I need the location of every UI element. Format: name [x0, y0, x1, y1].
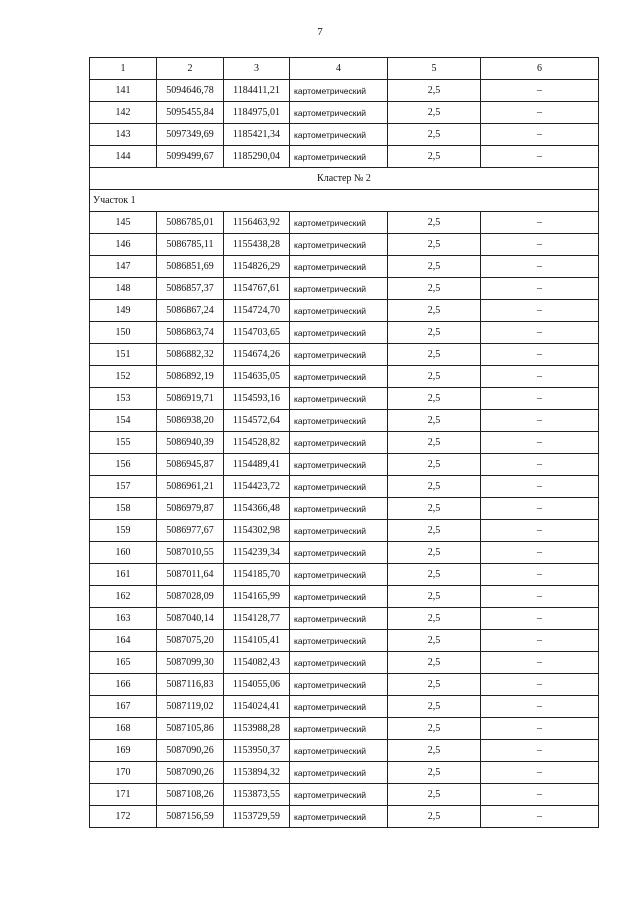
point-number-cell: 162	[90, 586, 157, 608]
table-row	[90, 652, 599, 674]
table-row	[90, 542, 599, 564]
point-number-cell: 169	[90, 740, 157, 762]
method-cell: картометрический	[290, 212, 388, 234]
method-cell: картометрический	[290, 652, 388, 674]
point-number-cell: 157	[90, 476, 157, 498]
description-cell: –	[481, 410, 599, 432]
method-cell: картометрический	[290, 476, 388, 498]
accuracy-cell: 2,5	[388, 762, 481, 784]
accuracy-cell: 2,5	[388, 278, 481, 300]
y-coordinate-cell: 1154024,41	[224, 696, 290, 718]
accuracy-cell: 2,5	[388, 146, 481, 168]
x-coordinate-cell: 5086919,71	[157, 388, 224, 410]
y-coordinate-cell: 1154674,26	[224, 344, 290, 366]
description-cell: –	[481, 300, 599, 322]
point-number-cell: 154	[90, 410, 157, 432]
accuracy-cell: 2,5	[388, 740, 481, 762]
description-cell: –	[481, 608, 599, 630]
description-cell: –	[481, 498, 599, 520]
x-coordinate-cell: 5087090,26	[157, 740, 224, 762]
point-number-cell: 159	[90, 520, 157, 542]
point-number-cell: 160	[90, 542, 157, 564]
method-cell: картометрический	[290, 344, 388, 366]
cluster-heading: Кластер № 2	[90, 168, 599, 190]
method-cell: картометрический	[290, 432, 388, 454]
table-row	[90, 762, 599, 784]
y-coordinate-cell: 1154635,05	[224, 366, 290, 388]
point-number-cell: 167	[90, 696, 157, 718]
description-cell: –	[481, 80, 599, 102]
table-row	[90, 234, 599, 256]
point-number-cell: 143	[90, 124, 157, 146]
table-row	[90, 476, 599, 498]
y-coordinate-cell: 1184411,21	[224, 80, 290, 102]
description-cell: –	[481, 322, 599, 344]
method-cell: картометрический	[290, 146, 388, 168]
x-coordinate-cell: 5086945,87	[157, 454, 224, 476]
accuracy-cell: 2,5	[388, 608, 481, 630]
y-coordinate-cell: 1185421,34	[224, 124, 290, 146]
x-coordinate-cell: 5097349,69	[157, 124, 224, 146]
description-cell: –	[481, 432, 599, 454]
description-cell: –	[481, 212, 599, 234]
x-coordinate-cell: 5086938,20	[157, 410, 224, 432]
method-cell: картометрический	[290, 322, 388, 344]
point-number-cell: 168	[90, 718, 157, 740]
description-cell: –	[481, 718, 599, 740]
method-cell: картометрический	[290, 696, 388, 718]
y-coordinate-cell: 1154239,34	[224, 542, 290, 564]
point-number-cell: 150	[90, 322, 157, 344]
header-cell-method: 4	[290, 58, 388, 80]
accuracy-cell: 2,5	[388, 696, 481, 718]
point-number-cell: 142	[90, 102, 157, 124]
x-coordinate-cell: 5087156,59	[157, 806, 224, 828]
y-coordinate-cell: 1184975,01	[224, 102, 290, 124]
accuracy-cell: 2,5	[388, 432, 481, 454]
accuracy-cell: 2,5	[388, 102, 481, 124]
point-number-cell: 155	[90, 432, 157, 454]
x-coordinate-cell: 5086882,32	[157, 344, 224, 366]
x-coordinate-cell: 5087116,83	[157, 674, 224, 696]
description-cell: –	[481, 806, 599, 828]
table-row	[90, 80, 599, 102]
table-row	[90, 322, 599, 344]
method-cell: картометрический	[290, 608, 388, 630]
point-number-cell: 151	[90, 344, 157, 366]
method-cell: картометрический	[290, 410, 388, 432]
method-cell: картометрический	[290, 564, 388, 586]
accuracy-cell: 2,5	[388, 410, 481, 432]
y-coordinate-cell: 1154105,41	[224, 630, 290, 652]
accuracy-cell: 2,5	[388, 586, 481, 608]
description-cell: –	[481, 740, 599, 762]
table-row	[90, 630, 599, 652]
x-coordinate-cell: 5087090,26	[157, 762, 224, 784]
description-cell: –	[481, 674, 599, 696]
point-number-cell: 161	[90, 564, 157, 586]
point-number-cell: 164	[90, 630, 157, 652]
y-coordinate-cell: 1154767,61	[224, 278, 290, 300]
y-coordinate-cell: 1185290,04	[224, 146, 290, 168]
x-coordinate-cell: 5086851,69	[157, 256, 224, 278]
method-cell: картометрический	[290, 674, 388, 696]
table-row	[90, 674, 599, 696]
header-cell-point-number: 1	[90, 58, 157, 80]
description-cell: –	[481, 234, 599, 256]
point-number-cell: 141	[90, 80, 157, 102]
description-cell: –	[481, 542, 599, 564]
y-coordinate-cell: 1154165,99	[224, 586, 290, 608]
header-cell-accuracy: 5	[388, 58, 481, 80]
method-cell: картометрический	[290, 388, 388, 410]
y-coordinate-cell: 1154366,48	[224, 498, 290, 520]
table-row	[90, 740, 599, 762]
table-row	[90, 410, 599, 432]
table-header-row	[90, 58, 599, 80]
table-row	[90, 432, 599, 454]
description-cell: –	[481, 366, 599, 388]
table-row	[90, 564, 599, 586]
method-cell: картометрический	[290, 80, 388, 102]
y-coordinate-cell: 1153873,55	[224, 784, 290, 806]
method-cell: картометрический	[290, 520, 388, 542]
header-cell-description: 6	[481, 58, 599, 80]
method-cell: картометрический	[290, 366, 388, 388]
accuracy-cell: 2,5	[388, 388, 481, 410]
accuracy-cell: 2,5	[388, 212, 481, 234]
x-coordinate-cell: 5087119,02	[157, 696, 224, 718]
accuracy-cell: 2,5	[388, 476, 481, 498]
method-cell: картометрический	[290, 542, 388, 564]
y-coordinate-cell: 1153950,37	[224, 740, 290, 762]
x-coordinate-cell: 5087105,86	[157, 718, 224, 740]
table-row	[90, 784, 599, 806]
x-coordinate-cell: 5095455,84	[157, 102, 224, 124]
point-number-cell: 170	[90, 762, 157, 784]
accuracy-cell: 2,5	[388, 344, 481, 366]
x-coordinate-cell: 5087108,26	[157, 784, 224, 806]
description-cell: –	[481, 630, 599, 652]
method-cell: картометрический	[290, 102, 388, 124]
accuracy-cell: 2,5	[388, 674, 481, 696]
x-coordinate-cell: 5087028,09	[157, 586, 224, 608]
method-cell: картометрический	[290, 300, 388, 322]
method-cell: картометрический	[290, 278, 388, 300]
x-coordinate-cell: 5087099,30	[157, 652, 224, 674]
accuracy-cell: 2,5	[388, 564, 481, 586]
table-row	[90, 498, 599, 520]
point-number-cell: 148	[90, 278, 157, 300]
table-row	[90, 256, 599, 278]
x-coordinate-cell: 5087040,14	[157, 608, 224, 630]
page-number: 7	[317, 26, 323, 38]
y-coordinate-cell: 1154826,29	[224, 256, 290, 278]
description-cell: –	[481, 102, 599, 124]
accuracy-cell: 2,5	[388, 520, 481, 542]
x-coordinate-cell: 5086977,67	[157, 520, 224, 542]
accuracy-cell: 2,5	[388, 498, 481, 520]
x-coordinate-cell: 5087010,55	[157, 542, 224, 564]
method-cell: картометрический	[290, 454, 388, 476]
point-number-cell: 147	[90, 256, 157, 278]
accuracy-cell: 2,5	[388, 300, 481, 322]
accuracy-cell: 2,5	[388, 80, 481, 102]
accuracy-cell: 2,5	[388, 454, 481, 476]
table-row	[90, 520, 599, 542]
method-cell: картометрический	[290, 586, 388, 608]
y-coordinate-cell: 1154703,65	[224, 322, 290, 344]
table-row	[90, 608, 599, 630]
x-coordinate-cell: 5087075,20	[157, 630, 224, 652]
y-coordinate-cell: 1155438,28	[224, 234, 290, 256]
method-cell: картометрический	[290, 784, 388, 806]
x-coordinate-cell: 5099499,67	[157, 146, 224, 168]
accuracy-cell: 2,5	[388, 542, 481, 564]
x-coordinate-cell: 5086979,87	[157, 498, 224, 520]
point-number-cell: 152	[90, 366, 157, 388]
y-coordinate-cell: 1154528,82	[224, 432, 290, 454]
coordinates-table	[89, 57, 599, 828]
description-cell: –	[481, 762, 599, 784]
accuracy-cell: 2,5	[388, 630, 481, 652]
accuracy-cell: 2,5	[388, 718, 481, 740]
table-row	[90, 102, 599, 124]
y-coordinate-cell: 1154055,06	[224, 674, 290, 696]
table-row	[90, 344, 599, 366]
point-number-cell: 166	[90, 674, 157, 696]
point-number-cell: 165	[90, 652, 157, 674]
table-row	[90, 124, 599, 146]
table-row	[90, 806, 599, 828]
x-coordinate-cell: 5086785,11	[157, 234, 224, 256]
description-cell: –	[481, 520, 599, 542]
method-cell: картометрический	[290, 806, 388, 828]
description-cell: –	[481, 454, 599, 476]
accuracy-cell: 2,5	[388, 322, 481, 344]
description-cell: –	[481, 124, 599, 146]
point-number-cell: 146	[90, 234, 157, 256]
accuracy-cell: 2,5	[388, 234, 481, 256]
table-row	[90, 146, 599, 168]
y-coordinate-cell: 1153729,59	[224, 806, 290, 828]
cluster-heading-row	[90, 168, 599, 190]
x-coordinate-cell: 5087011,64	[157, 564, 224, 586]
point-number-cell: 145	[90, 212, 157, 234]
table-row	[90, 212, 599, 234]
description-cell: –	[481, 696, 599, 718]
accuracy-cell: 2,5	[388, 124, 481, 146]
point-number-cell: 171	[90, 784, 157, 806]
y-coordinate-cell: 1154724,70	[224, 300, 290, 322]
y-coordinate-cell: 1154302,98	[224, 520, 290, 542]
description-cell: –	[481, 256, 599, 278]
header-cell-x: 2	[157, 58, 224, 80]
description-cell: –	[481, 586, 599, 608]
y-coordinate-cell: 1154489,41	[224, 454, 290, 476]
point-number-cell: 163	[90, 608, 157, 630]
method-cell: картометрический	[290, 256, 388, 278]
table-row	[90, 586, 599, 608]
point-number-cell: 158	[90, 498, 157, 520]
point-number-cell: 149	[90, 300, 157, 322]
x-coordinate-cell: 5086863,74	[157, 322, 224, 344]
method-cell: картометрический	[290, 718, 388, 740]
y-coordinate-cell: 1154185,70	[224, 564, 290, 586]
method-cell: картометрический	[290, 630, 388, 652]
point-number-cell: 144	[90, 146, 157, 168]
description-cell: –	[481, 146, 599, 168]
point-number-cell: 153	[90, 388, 157, 410]
description-cell: –	[481, 344, 599, 366]
table-body	[90, 80, 599, 828]
table-row	[90, 278, 599, 300]
description-cell: –	[481, 388, 599, 410]
y-coordinate-cell: 1154082,43	[224, 652, 290, 674]
x-coordinate-cell: 5086867,24	[157, 300, 224, 322]
y-coordinate-cell: 1153894,32	[224, 762, 290, 784]
plot-heading: Участок 1	[90, 190, 599, 212]
description-cell: –	[481, 278, 599, 300]
description-cell: –	[481, 784, 599, 806]
method-cell: картометрический	[290, 498, 388, 520]
x-coordinate-cell: 5086857,37	[157, 278, 224, 300]
accuracy-cell: 2,5	[388, 784, 481, 806]
table-row	[90, 366, 599, 388]
table-row	[90, 696, 599, 718]
y-coordinate-cell: 1154128,77	[224, 608, 290, 630]
header-cell-y: 3	[224, 58, 290, 80]
y-coordinate-cell: 1154593,16	[224, 388, 290, 410]
method-cell: картометрический	[290, 124, 388, 146]
x-coordinate-cell: 5086961,21	[157, 476, 224, 498]
accuracy-cell: 2,5	[388, 366, 481, 388]
x-coordinate-cell: 5094646,78	[157, 80, 224, 102]
accuracy-cell: 2,5	[388, 256, 481, 278]
point-number-cell: 156	[90, 454, 157, 476]
accuracy-cell: 2,5	[388, 806, 481, 828]
method-cell: картометрический	[290, 762, 388, 784]
description-cell: –	[481, 564, 599, 586]
method-cell: картометрический	[290, 740, 388, 762]
accuracy-cell: 2,5	[388, 652, 481, 674]
description-cell: –	[481, 476, 599, 498]
description-cell: –	[481, 652, 599, 674]
x-coordinate-cell: 5086940,39	[157, 432, 224, 454]
method-cell: картометрический	[290, 234, 388, 256]
table-row	[90, 718, 599, 740]
table-row	[90, 300, 599, 322]
x-coordinate-cell: 5086785,01	[157, 212, 224, 234]
point-number-cell: 172	[90, 806, 157, 828]
x-coordinate-cell: 5086892,19	[157, 366, 224, 388]
plot-heading-row	[90, 190, 599, 212]
y-coordinate-cell: 1154572,64	[224, 410, 290, 432]
y-coordinate-cell: 1153988,28	[224, 718, 290, 740]
table-row	[90, 388, 599, 410]
y-coordinate-cell: 1156463,92	[224, 212, 290, 234]
y-coordinate-cell: 1154423,72	[224, 476, 290, 498]
table-row	[90, 454, 599, 476]
